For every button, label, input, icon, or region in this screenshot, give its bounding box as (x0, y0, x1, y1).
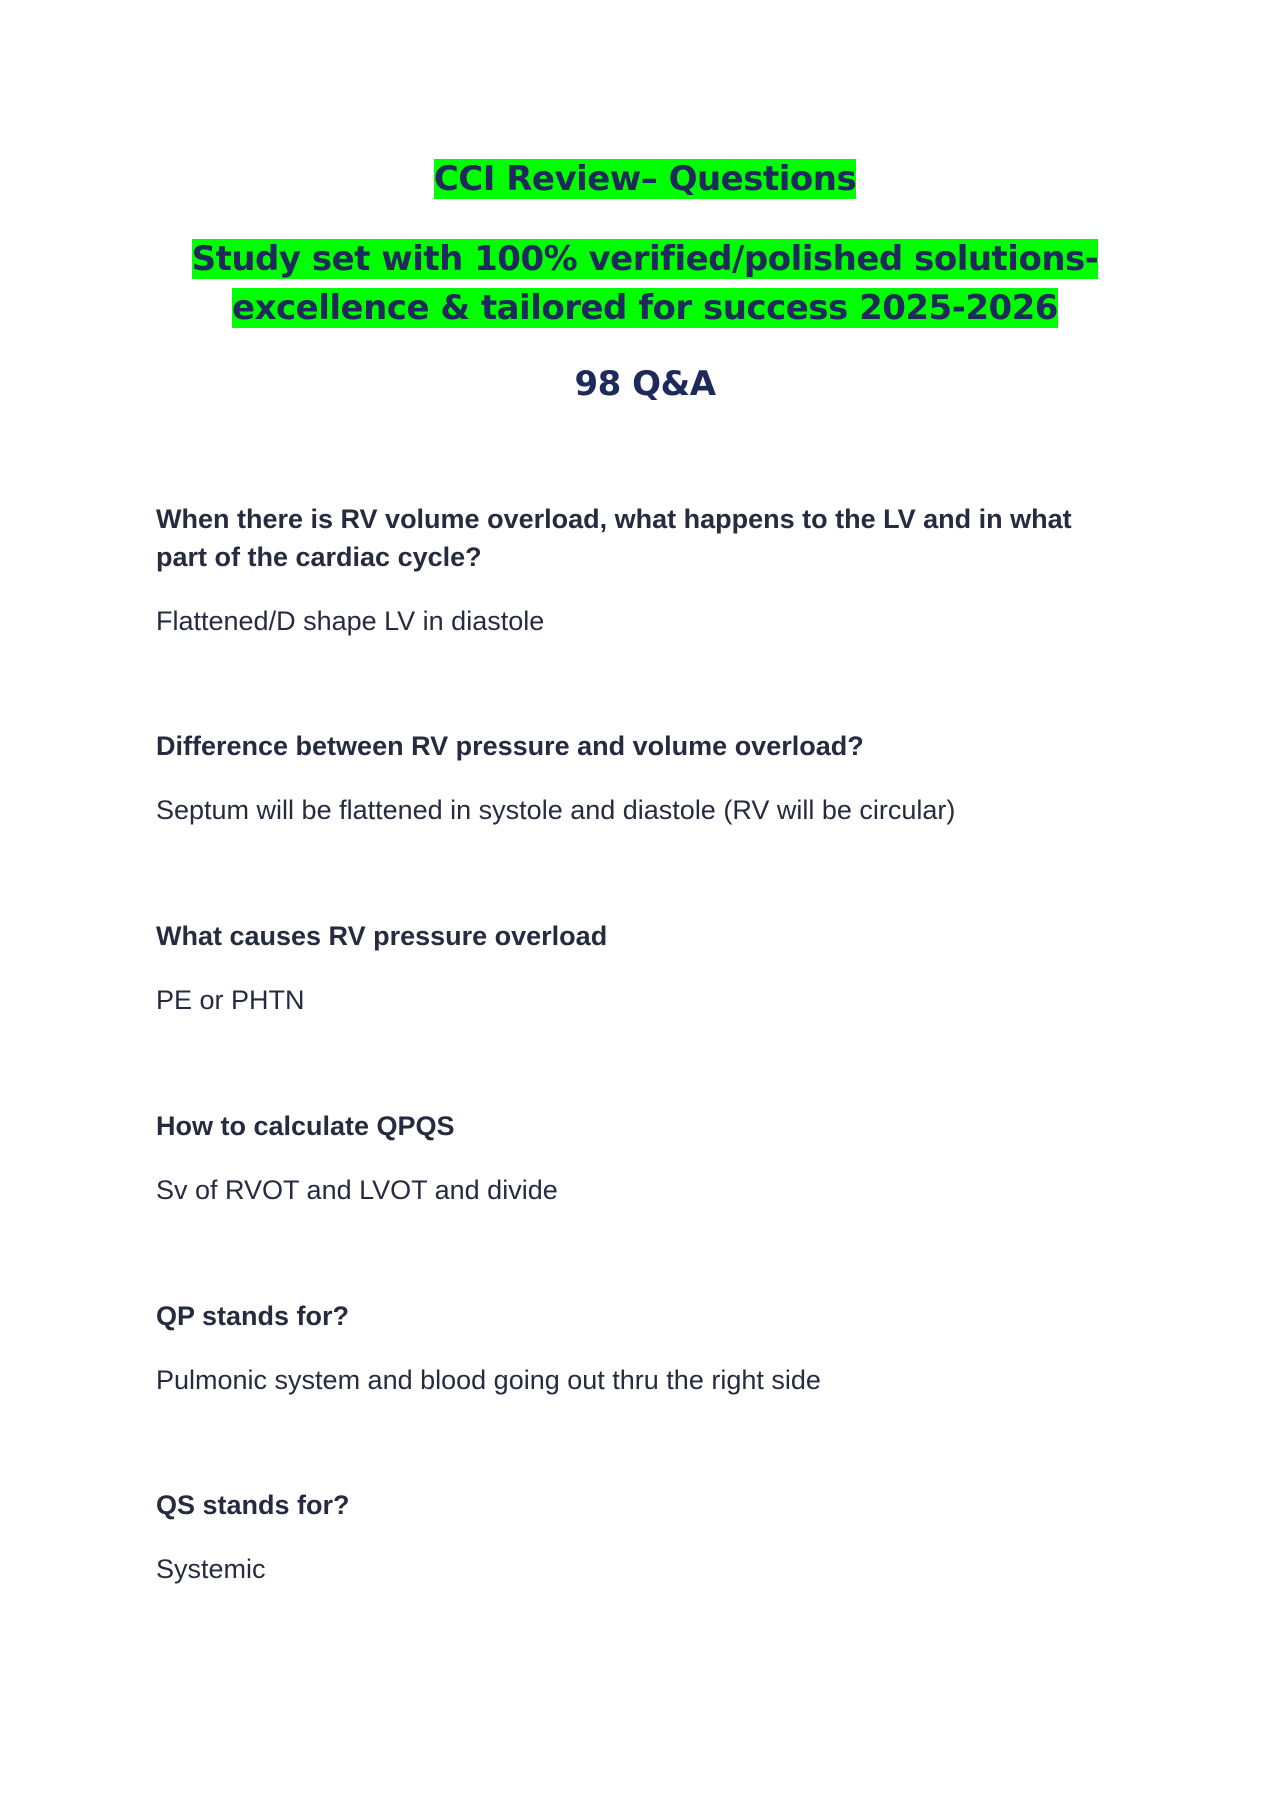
title-block (156, 155, 1134, 203)
document-header (156, 155, 1134, 408)
answer: Flattened/D shape LV in diastole (156, 606, 545, 636)
answer: Septum will be flattened in systole and diastole (RV will be circular) (156, 795, 956, 825)
qa-item (156, 917, 1136, 1019)
qa-item (156, 1486, 1136, 1588)
answer: Pulmonic system and blood going out thru the right side (156, 1365, 821, 1395)
qa-item (156, 727, 1136, 829)
question: QP stands for? (156, 1301, 350, 1331)
question (156, 500, 1136, 576)
answer: PE or PHTN (156, 985, 305, 1015)
answer: Systemic (156, 1554, 266, 1584)
question: What causes RV pressure overload (156, 921, 608, 951)
question: How to calculate QPQS (156, 1111, 455, 1141)
question: Difference between RV pressure and volume overload? (156, 731, 864, 761)
document-title: CCI Review– Questions (433, 159, 857, 199)
subtitle-line-1: Study set with 100% verified/polished solutions- (191, 239, 1099, 279)
question-count: 98 Q&A (574, 364, 716, 404)
qa-item (156, 1107, 1136, 1209)
question-line: part of the cardiac cycle? (156, 542, 482, 572)
question: QS stands for? (156, 1490, 350, 1520)
qa-item (156, 500, 1136, 640)
question-line: When there is RV volume overload, what happens to the LV and in what (156, 504, 1072, 534)
answer: Sv of RVOT and LVOT and divide (156, 1175, 558, 1205)
qa-item (156, 1297, 1136, 1399)
subtitle-block (156, 235, 1134, 333)
subtitle-line-2: excellence & tailored for success 2025-2026 (232, 288, 1058, 328)
